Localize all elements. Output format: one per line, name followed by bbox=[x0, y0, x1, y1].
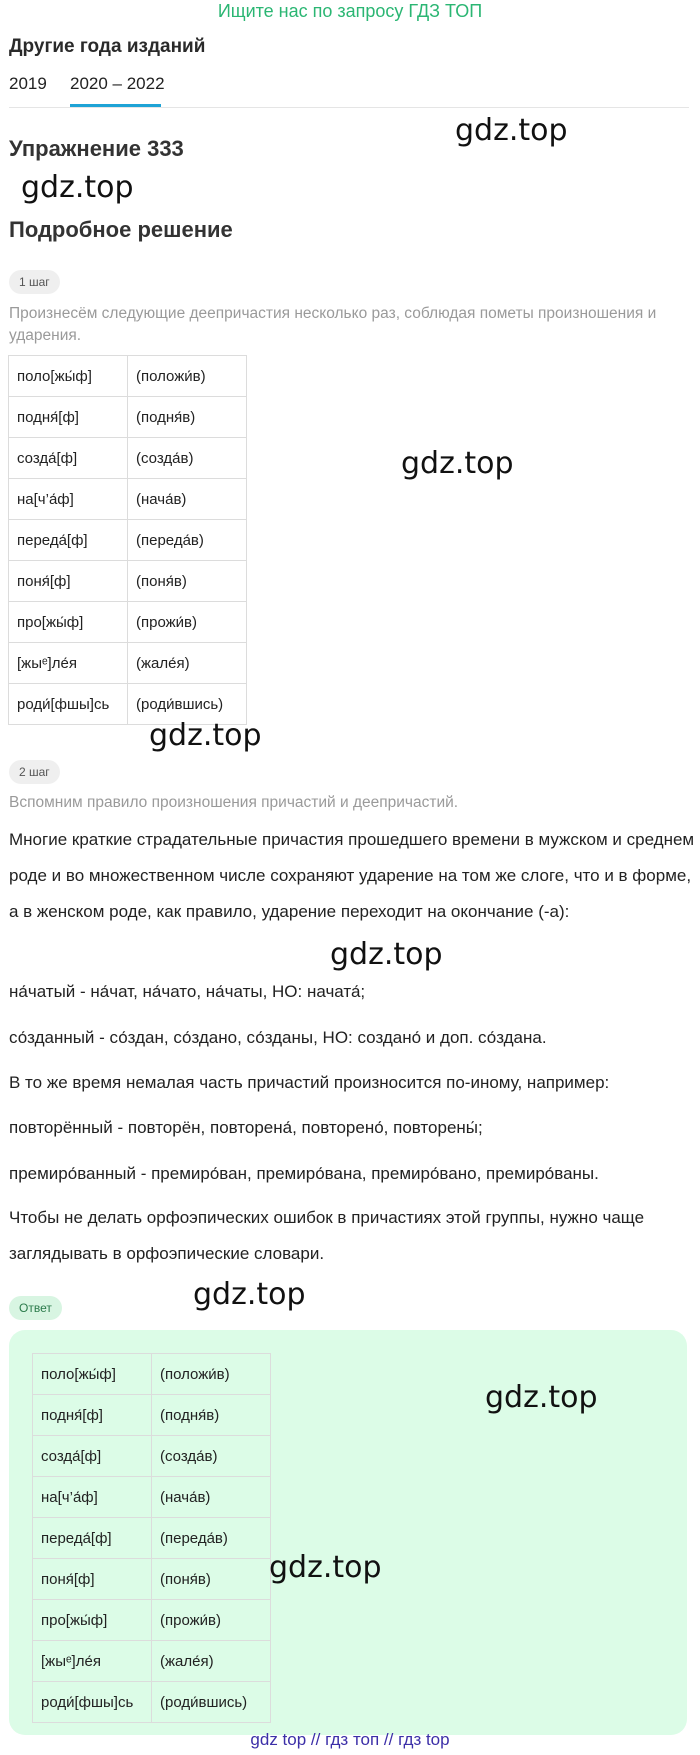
footer-links[interactable]: gdz top // гдз топ // гдз top bbox=[250, 1730, 450, 1749]
tab-2019[interactable]: 2019 bbox=[9, 74, 47, 93]
other-years-heading: Другие года изданий bbox=[9, 36, 206, 57]
watermark: gdz.top bbox=[269, 1550, 382, 1585]
transcription-cell: созда́[ф] bbox=[9, 438, 128, 479]
watermark: gdz.top bbox=[193, 1277, 306, 1312]
transcription-cell: поня́[ф] bbox=[9, 561, 128, 602]
rule-paragraph: Чтобы не делать орфоэпических ошибок в причастиях этой группы, нужно чаще заглядывать в орфоэпические словари. bbox=[9, 1208, 645, 1263]
transcription-cell: переда́[ф] bbox=[9, 520, 128, 561]
word-cell: (нача́в) bbox=[128, 479, 247, 520]
transcription-cell: [жыᵉ]ле́я bbox=[33, 1641, 152, 1682]
word-cell: (созда́в) bbox=[128, 438, 247, 479]
table-row bbox=[9, 561, 247, 602]
rule-paragraph: В то же время немалая часть причастий произносится по-иному, например: bbox=[9, 1073, 610, 1092]
watermark: gdz.top bbox=[149, 718, 262, 753]
word-cell: (жале́я) bbox=[128, 643, 247, 684]
step-1-hint: Произнесём следующие деепричастия несколько раз, соблюдая пометы произношения и ударения. bbox=[9, 305, 657, 344]
step-2-hint: Вспомним правило произношения причастий и деепричастий. bbox=[9, 794, 459, 811]
table-row bbox=[33, 1354, 271, 1395]
table-row bbox=[9, 356, 247, 397]
word-cell: (положи́в) bbox=[128, 356, 247, 397]
transcription-cell: про[жы́ф] bbox=[33, 1600, 152, 1641]
tab-2020-2022[interactable]: 2020 – 2022 bbox=[70, 74, 165, 93]
transcription-cell: поло[жы́ф] bbox=[33, 1354, 152, 1395]
word-cell: (роди́вшись) bbox=[152, 1682, 271, 1723]
transcription-cell: роди́[фшы]сь bbox=[9, 684, 128, 725]
word-cell: (созда́в) bbox=[152, 1436, 271, 1477]
word-cell: (роди́вшись) bbox=[128, 684, 247, 725]
answer-table bbox=[32, 1353, 271, 1723]
watermark: gdz.top bbox=[21, 170, 134, 205]
transcription-cell: [жыᵉ]ле́я bbox=[9, 643, 128, 684]
word-cell: (прожи́в) bbox=[128, 602, 247, 643]
transcription-cell: поня́[ф] bbox=[33, 1559, 152, 1600]
word-cell: (подня́в) bbox=[152, 1395, 271, 1436]
table-row bbox=[9, 479, 247, 520]
watermark: gdz.top bbox=[330, 937, 443, 972]
example-line: повторённый - повторён, повторена́, повторено́, повторены́; bbox=[9, 1118, 483, 1137]
transcription-cell: на[ч’а́ф] bbox=[33, 1477, 152, 1518]
answer-badge: Ответ bbox=[9, 1296, 62, 1320]
word-cell: (переда́в) bbox=[128, 520, 247, 561]
tabs-divider bbox=[9, 107, 689, 108]
watermark: gdz.top bbox=[455, 113, 568, 148]
exercise-title: Упражнение 333 bbox=[9, 136, 184, 161]
table-row bbox=[33, 1518, 271, 1559]
table-row bbox=[33, 1682, 271, 1723]
transcription-cell: на[ч’а́ф] bbox=[9, 479, 128, 520]
table-row bbox=[33, 1436, 271, 1477]
word-cell: (нача́в) bbox=[152, 1477, 271, 1518]
pronunciation-table bbox=[8, 355, 247, 725]
transcription-cell: переда́[ф] bbox=[33, 1518, 152, 1559]
example-line: на́чатый - на́чат, на́чато, на́чаты, НО: начата́; bbox=[9, 982, 366, 1001]
word-cell: (прожи́в) bbox=[152, 1600, 271, 1641]
transcription-cell: созда́[ф] bbox=[33, 1436, 152, 1477]
transcription-cell: роди́[фшы]сь bbox=[33, 1682, 152, 1723]
table-row bbox=[33, 1559, 271, 1600]
example-line: премиро́ванный - премиро́ван, премиро́вана, премиро́вано, премиро́ваны. bbox=[9, 1164, 599, 1183]
example-line: со́зданный - со́здан, со́здано, со́зданы, НО: создано́ и доп. со́здана. bbox=[9, 1028, 547, 1047]
word-cell: (поня́в) bbox=[128, 561, 247, 602]
watermark: gdz.top bbox=[485, 1380, 598, 1415]
step-1-badge: 1 шаг bbox=[9, 270, 60, 294]
word-cell: (переда́в) bbox=[152, 1518, 271, 1559]
word-cell: (подня́в) bbox=[128, 397, 247, 438]
table-row bbox=[33, 1477, 271, 1518]
transcription-cell: подня́[ф] bbox=[33, 1395, 152, 1436]
table-row bbox=[33, 1600, 271, 1641]
transcription-cell: про[жы́ф] bbox=[9, 602, 128, 643]
search-banner: Ищите нас по запросу ГДЗ ТОП bbox=[217, 1, 483, 21]
table-row bbox=[9, 520, 247, 561]
table-row bbox=[33, 1395, 271, 1436]
watermark: gdz.top bbox=[401, 446, 514, 481]
solution-title: Подробное решение bbox=[9, 217, 233, 242]
transcription-cell: поло[жы́ф] bbox=[9, 356, 128, 397]
table-row bbox=[9, 438, 247, 479]
table-row bbox=[9, 397, 247, 438]
transcription-cell: подня́[ф] bbox=[9, 397, 128, 438]
word-cell: (положи́в) bbox=[152, 1354, 271, 1395]
table-row bbox=[9, 643, 247, 684]
step-1-table-wrap bbox=[8, 355, 247, 725]
word-cell: (поня́в) bbox=[152, 1559, 271, 1600]
step-2-badge: 2 шаг bbox=[9, 760, 60, 784]
word-cell: (жале́я) bbox=[152, 1641, 271, 1682]
rule-paragraph: Многие краткие страдательные причастия прошедшего времени в мужском и среднем роде и во множественном числе сохраняют ударение на том же слоге, что и в форме, а в женском роде, как правило, ударение переходит на окончание (-а): bbox=[9, 830, 695, 921]
table-row bbox=[9, 602, 247, 643]
answer-table-wrap bbox=[32, 1353, 271, 1723]
table-row bbox=[33, 1641, 271, 1682]
